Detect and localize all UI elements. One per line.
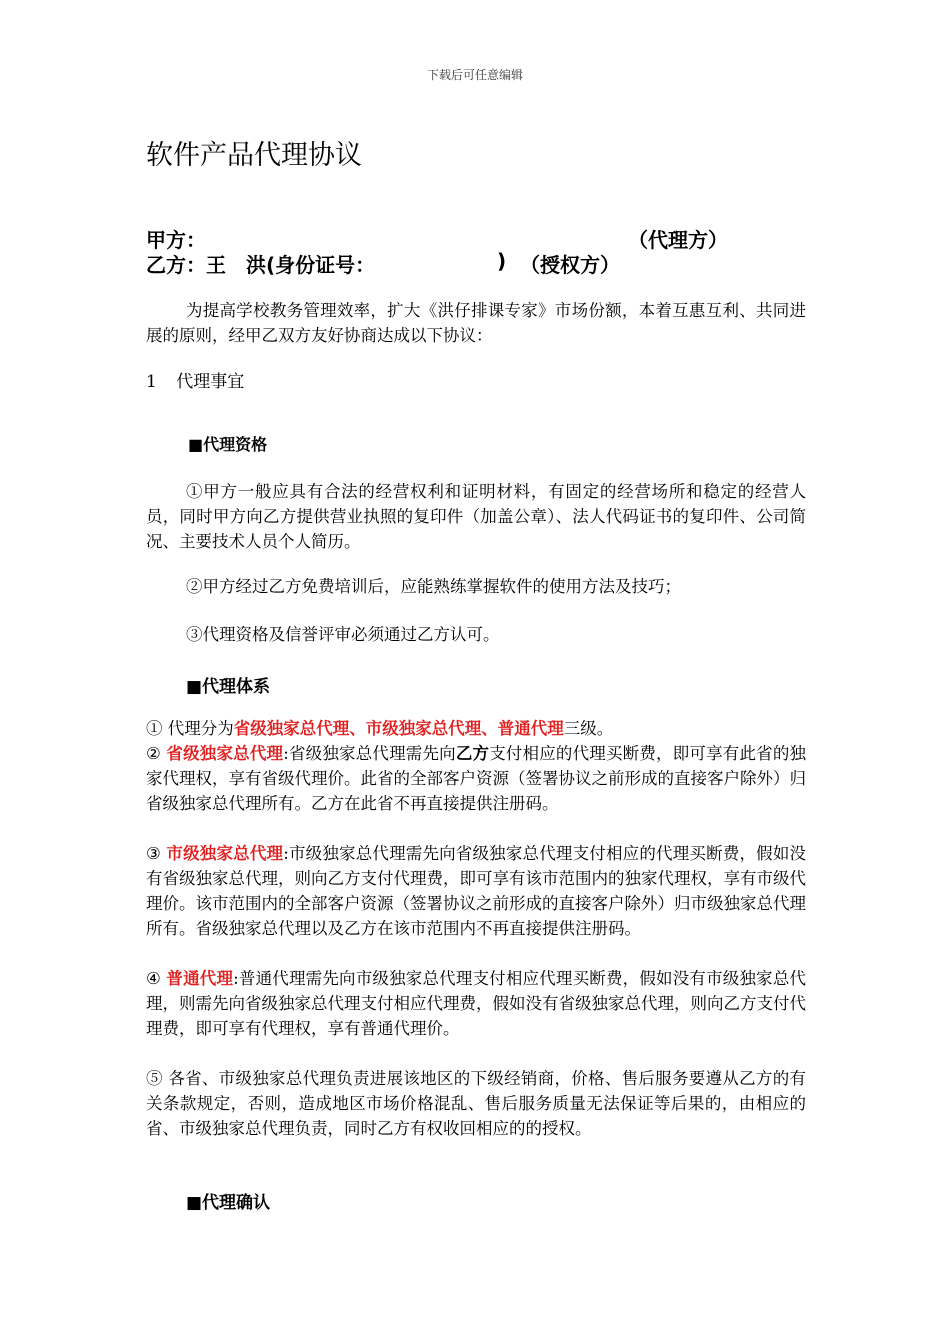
system-item-2 [146, 741, 806, 816]
qualification-item-1: ①甲方一般应具有合法的经营权利和证明材料，有固定的经营场所和稳定的经营人员，同时甲方向乙方提供营业执照的复印件（加盖公章）、法人代码证书的复印件、公司简况、主要技术人员个人简历。 [146, 482, 806, 551]
qualification-heading: ■代理资格 [188, 435, 268, 454]
system-item-1-suffix: 三级。 [563, 719, 614, 738]
system-item-3 [146, 841, 806, 941]
system-item-5: ⑤ 各省、市级独家总代理负责进展该地区的下级经销商，价格、售后服务要遵从乙方的有关条款规定，否则，造成地区市场价格混乱、售后服务质量无法保证等后果的，由相应的省、市级独家总代理负责，同时乙方有权收回相应的的授权。 [146, 1069, 806, 1138]
intro-paragraph: 为提高学校教务管理效率，扩大《洪仔排课专家》市场份额，本着互惠互利、共同进展的原则，经甲乙双方友好协商达成以下协议： [146, 301, 806, 345]
section-1-number: 1 [146, 372, 157, 392]
party-a-label: 甲方： [146, 228, 206, 252]
system-item-4-prefix: ④ [146, 969, 167, 988]
party-b-role: （授权方） [520, 253, 620, 277]
header-note: 下载后可任意编辑 [426, 68, 523, 82]
system-item-2-prefix: ② [146, 744, 167, 763]
system-item-2-term: 省级独家总代理 [166, 744, 284, 763]
party-a-role: （代理方） [628, 228, 728, 252]
separator-1: 、 [349, 719, 366, 738]
section-1-heading [146, 370, 244, 395]
system-item-3-term: 市级独家总代理 [166, 844, 284, 863]
system-item-4-term: 普通代理 [166, 969, 234, 988]
separator-2: 、 [481, 719, 498, 738]
system-item-2-party: 乙方 [455, 744, 490, 763]
term-provincial-agent: 省级独家总代理 [233, 719, 350, 738]
party-b-close: ) [497, 249, 507, 273]
system-item-1 [146, 716, 806, 741]
party-b-label: 乙方：王 洪(身份证号： [146, 253, 376, 277]
qualification-item-2: ②甲方经过乙方免费培训后，应能熟练掌握软件的使用方法及技巧； [186, 577, 681, 596]
term-ordinary-agent: 普通代理 [497, 719, 564, 738]
document-title: 软件产品代理协议 [146, 140, 362, 171]
qualification-item-3: ③代理资格及信誉评审必须通过乙方认可。 [186, 625, 500, 644]
system-item-3-prefix: ③ [146, 844, 167, 863]
system-item-2-text-b: 支付相应的代理买断费，即可享有此省的独家代理权，享有省级代理价。此省的全部客户资源（签署协议之前形成的直接客户除外）归省级独家总代理所有。乙方在此省不再直接提供注册码。 [146, 744, 807, 813]
term-city-agent: 市级独家总代理 [365, 719, 482, 738]
section-1-title: 代理事宜 [176, 372, 245, 392]
system-item-4 [146, 966, 806, 1041]
system-heading: ■代理体系 [186, 677, 271, 697]
system-item-1-prefix: ① 代理分为 [146, 719, 234, 738]
confirm-heading: ■代理确认 [186, 1193, 271, 1213]
system-item-3-text: :市级独家总代理需先向省级独家总代理支付相应的代理买断费，假如没有省级独家总代理，则向乙方支付代理费，即可享有该市范围内的独家代理权，享有市级代理价。该市范围内的全部客户资源（签署协议之前形成的直接客户除外）归市级独家总代理所有。省级独家总代理以及乙方在该市范围内不再直接提供注册码。 [146, 844, 807, 938]
system-item-2-text-a: :省级独家总代理需先向 [283, 744, 456, 763]
system-item-4-text: :普通代理需先向市级独家总代理支付相应代理买断费，假如没有市级独家总代理，则需先向省级独家总代理支付相应代理费，假如没有省级独家总代理，则向乙方支付代理费，即可享有代理权，享有普通代理价。 [146, 969, 807, 1038]
